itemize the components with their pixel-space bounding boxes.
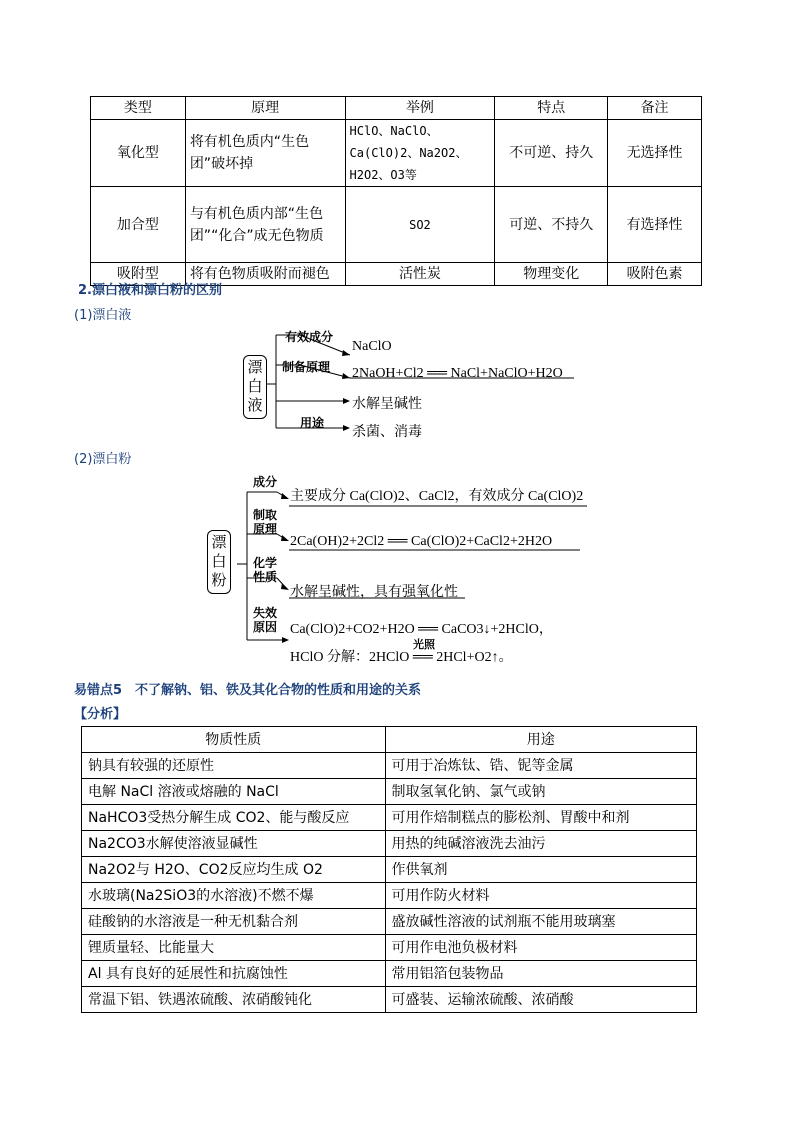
diagram2-item: 2Ca(OH)2+2Cl2 ══ Ca(ClO)2+CaCl2+2H2O — [290, 534, 553, 549]
table-row — [82, 909, 697, 935]
table-cell: 加合型 — [91, 187, 186, 263]
diagram1-item: NaClO — [352, 339, 392, 354]
table-cell: Al 具有良好的延展性和抗腐蚀性 — [82, 961, 386, 987]
diagram1-item: 水解呈碱性 — [352, 397, 422, 412]
property-use-table — [81, 726, 697, 1013]
table-cell: 吸附型 — [91, 263, 186, 286]
example-formula: SO2 — [409, 217, 431, 232]
table-cell — [345, 187, 495, 263]
table-row — [82, 753, 697, 779]
table-cell — [345, 120, 495, 187]
table-row — [82, 961, 697, 987]
table-cell: Na2CO3水解使溶液显碱性 — [82, 831, 386, 857]
table-cell: 电解 NaCl 溶液或熔融的 NaCl — [82, 779, 386, 805]
diagram1-label-use: 用途 — [300, 416, 325, 430]
diagram1-item: 2NaOH+Cl2 ══ NaCl+NaClO+H2O — [352, 366, 563, 381]
table-cell: 活性炭 — [345, 263, 495, 286]
analysis-label: 【分析】 — [74, 707, 127, 722]
table-cell: 不可逆、持久 — [495, 120, 608, 187]
diagram1-item: 杀菌、消毒 — [352, 425, 422, 440]
table-cell: 钠具有较强的还原性 — [82, 753, 386, 779]
bleach-type-table — [90, 96, 702, 286]
table-cell: 可用作防火材料 — [385, 883, 696, 909]
table-cell: 常用铝箔包装物品 — [385, 961, 696, 987]
diagram1-label-effective: 有效成分 — [285, 330, 334, 344]
header-cell: 特点 — [495, 97, 608, 120]
header-cell: 用途 — [385, 727, 696, 753]
table-cell: 锂质量轻、比能量大 — [82, 935, 386, 961]
table-row — [82, 779, 697, 805]
table-row — [82, 935, 697, 961]
reaction-condition: 光照 — [413, 638, 435, 651]
table-row — [91, 187, 702, 263]
table-cell: 无选择性 — [608, 120, 702, 187]
table-cell: 将有色物质吸附而褪色 — [185, 263, 345, 286]
table-cell: 制取氢氧化钠、氯气或钠 — [385, 779, 696, 805]
table-header-row — [91, 97, 702, 120]
table-cell: 有选择性 — [608, 187, 702, 263]
diagram2-box: 漂白粉 — [207, 530, 231, 594]
table-row — [82, 883, 697, 909]
table-cell: 可用作焙制糕点的膨松剂、胃酸中和剂 — [385, 805, 696, 831]
table-cell: 氧化型 — [91, 120, 186, 187]
table-cell: 可逆、不持久 — [495, 187, 608, 263]
header-cell: 备注 — [608, 97, 702, 120]
header-cell: 原理 — [185, 97, 345, 120]
diagram1-label-preparation: 制备原理 — [282, 360, 331, 374]
table-cell: 可用于冶炼钛、锆、铌等金属 — [385, 753, 696, 779]
table-cell: 水玻璃(Na2SiO3的水溶液)不燃不爆 — [82, 883, 386, 909]
table-cell: 盛放碱性溶液的试剂瓶不能用玻璃塞 — [385, 909, 696, 935]
table-row — [82, 987, 697, 1013]
diagram2-item: Ca(ClO)2+CO2+H2O ══ CaCO3↓+2HClO， — [290, 622, 553, 637]
subsection-title: (1)漂白液 — [74, 308, 132, 323]
table-row — [82, 831, 697, 857]
table-row — [91, 120, 702, 187]
diagram2-label-preparation: 制取原理 — [253, 508, 278, 536]
diagram1-box: 漂白液 — [243, 355, 267, 419]
table-cell: 用热的纯碱溶液洗去油污 — [385, 831, 696, 857]
table-row — [82, 805, 697, 831]
table-row — [82, 857, 697, 883]
table-cell: 将有机色质内“生色团”破坏掉 — [185, 120, 345, 187]
table-cell: 与有机色质内部“生色团”“化合”成无色物质 — [185, 187, 345, 263]
diagram2-item: HClO 分解：2HClO ══ 2HCl+O2↑。 — [290, 650, 513, 665]
point-title: 易错点5 不了解钠、铝、铁及其化合物的性质和用途的关系 — [74, 683, 422, 698]
table-cell: 作供氧剂 — [385, 857, 696, 883]
table-cell: NaHCO3受热分解生成 CO2、能与酸反应 — [82, 805, 386, 831]
section-title: 2.漂白液和漂白粉的区别 — [78, 283, 222, 298]
diagram2-item: 主要成分 Ca(ClO)2、CaCl2，有效成分 Ca(ClO)2 — [290, 489, 584, 504]
header-cell: 类型 — [91, 97, 186, 120]
table-cell: 硅酸钠的水溶液是一种无机黏合剂 — [82, 909, 386, 935]
diagram2-label-chemical: 化学性质 — [253, 556, 278, 584]
diagram2-label-failure: 失效原因 — [253, 606, 278, 634]
table-cell: 可盛装、运输浓硫酸、浓硝酸 — [385, 987, 696, 1013]
table-cell: 物理变化 — [495, 263, 608, 286]
diagram2-label-composition: 成分 — [253, 475, 278, 489]
diagram2-item: 水解呈碱性，具有强氧化性 — [290, 585, 458, 600]
header-cell: 物质性质 — [82, 727, 386, 753]
table-cell: 常温下铝、铁遇浓硫酸、浓硝酸钝化 — [82, 987, 386, 1013]
subsection-title: (2)漂白粉 — [74, 452, 132, 467]
table-cell: Na2O2与 H2O、CO2反应均生成 O2 — [82, 857, 386, 883]
table-cell: 吸附色素 — [608, 263, 702, 286]
table-cell: 可用作电池负极材料 — [385, 935, 696, 961]
header-cell: 举例 — [345, 97, 495, 120]
example-formula: HClO、NaClO、Ca(ClO)2、Na2O2、H2O2、O3等 — [349, 124, 468, 182]
table-header-row — [82, 727, 697, 753]
